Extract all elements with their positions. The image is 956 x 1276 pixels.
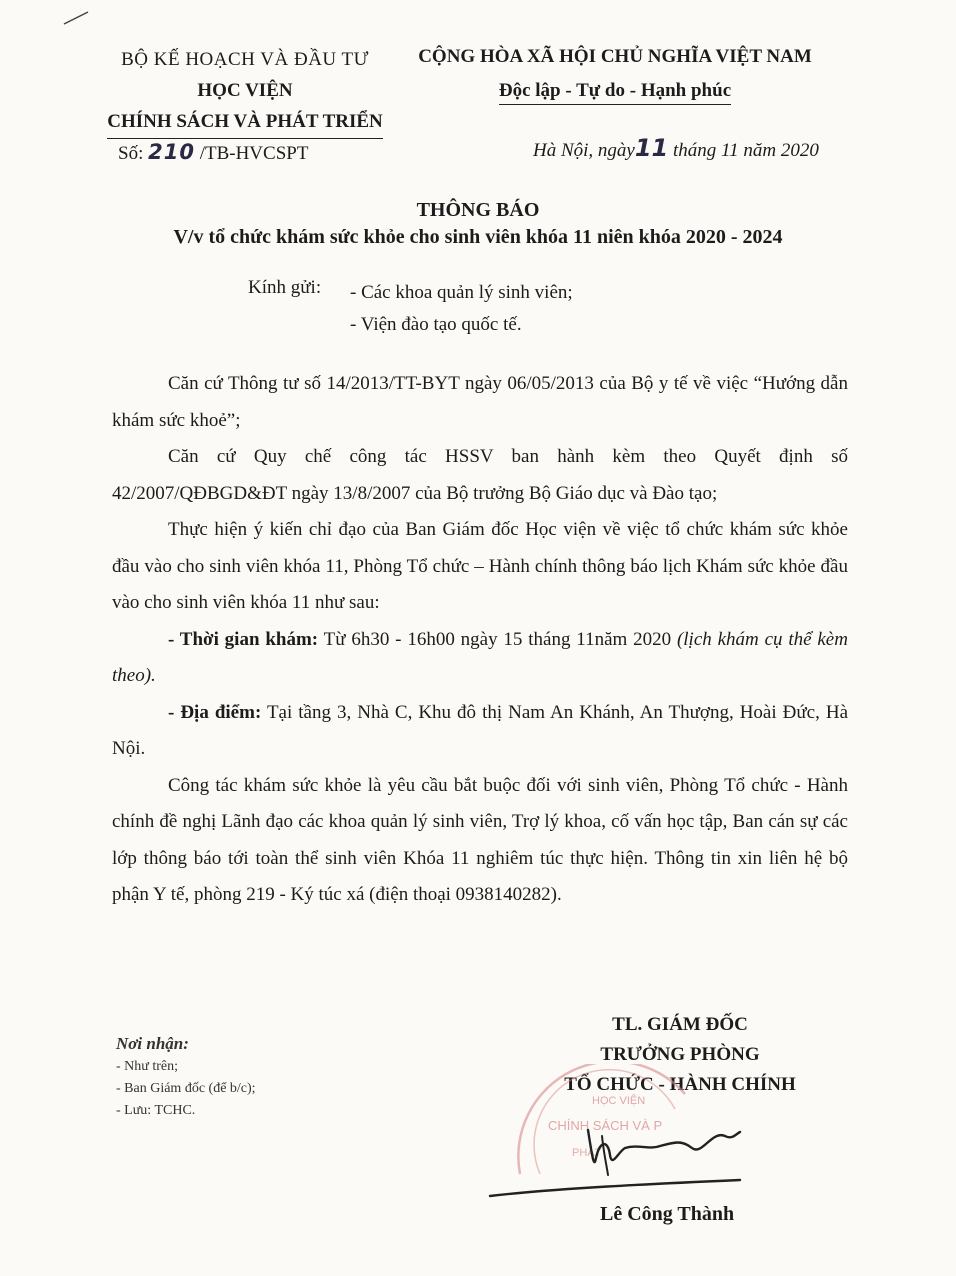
body-paragraph-3: Thực hiện ý kiến chỉ đạo của Ban Giám đốc Học viện về việc tổ chức khám sức khỏe đầu vào cho sinh viên khóa 11, Phòng Tổ chức – Hành chính thông báo lịch Khám sức khỏe đầu vào cho sinh viên khóa 11 như sau: — [112, 519, 848, 613]
recipient-item: - Các khoa quản lý sinh viên; — [350, 282, 573, 303]
issuer-block — [70, 44, 420, 139]
document-title: THÔNG BÁO — [416, 199, 540, 221]
exam-time-value: Từ 6h30 - 16h00 ngày 15 tháng 11năm 2020 — [323, 628, 672, 650]
date-day-handwritten: 11 — [634, 134, 669, 162]
number-prefix: Số: — [118, 143, 144, 164]
number-handwritten: 210 — [148, 140, 195, 164]
distribution-list — [116, 1032, 256, 1122]
institute-name-line1: HỌC VIỆN — [197, 80, 293, 101]
document-subject: V/v tổ chức khám sức khỏe cho sinh viên khóa 11 niên khóa 2020 - 2024 — [173, 226, 783, 248]
date-suffix: tháng 11 năm 2020 — [673, 140, 819, 161]
body-paragraph-1: Căn cứ Thông tư số 14/2013/TT-BYT ngày 06/05/2013 của Bộ y tế về việc “Hướng dẫn khám sức khoẻ”; — [112, 373, 848, 431]
pen-mark-icon — [62, 8, 92, 28]
recipients-label: Kính gửi: — [248, 277, 322, 298]
ministry-name: BỘ KẾ HOẠCH VÀ ĐẦU TƯ — [121, 49, 369, 70]
exam-place — [112, 695, 848, 768]
recipient-item: - Viện đào tạo quốc tế. — [350, 314, 522, 335]
document-body — [112, 366, 848, 914]
nation-name: CỘNG HÒA XÃ HỘI CHỦ NGHĨA VIỆT NAM — [418, 46, 812, 67]
body-paragraph-2: Căn cứ Quy chế công tác HSSV ban hành kèm theo Quyết định số 42/2007/QĐBGD&ĐT ngày 13/8/2007 của Bộ trưởng Bộ Giáo dục và Đào tạo; — [112, 446, 848, 504]
exam-time-note: (lịch khám cụ thể kèm theo). — [112, 628, 848, 686]
exam-time — [112, 622, 848, 695]
document-title-block — [100, 197, 856, 251]
exam-place-label: - Địa điểm: — [168, 701, 262, 723]
national-header — [405, 40, 825, 108]
signer-name: Lê Công Thành — [600, 1203, 735, 1225]
handwritten-signature-icon — [470, 1100, 770, 1210]
body-paragraph-4: Công tác khám sức khỏe là yêu cầu bắt buộc đối với sinh viên, Phòng Tổ chức - Hành chính đề nghị Lãnh đạo các khoa quản lý sinh viên, Trợ lý khoa, cố vấn học tập, Ban cán sự các lớp thông báo tới toàn thể sinh viên Khóa 11 nghiêm túc thực hiện. Thông tin xin liên hệ bộ phận Y tế, phòng 219 - Ký túc xá (điện thoại 0938140282). — [112, 774, 848, 905]
issue-date — [533, 134, 819, 162]
date-prefix: Hà Nội, ngày — [533, 140, 635, 161]
exam-place-value: Tại tầng 3, Nhà C, Khu đô thị Nam An Khánh, An Thượng, Hoài Đức, Hà Nội. — [112, 701, 848, 759]
distribution-heading: Nơi nhận: — [116, 1034, 189, 1053]
distribution-item: - Như trên; — [116, 1059, 179, 1074]
signature-title-line3: TỔ CHỨC - HÀNH CHÍNH — [564, 1074, 796, 1095]
stamp-text-bot: PHÁT — [572, 1147, 602, 1159]
stamp-text-mid: CHÍNH SÁCH VÀ P — [548, 1118, 663, 1133]
document-number — [118, 140, 308, 165]
institute-name-line2: CHÍNH SÁCH VÀ PHÁT TRIỂN — [107, 106, 383, 139]
number-suffix: /TB-HVCSPT — [199, 143, 309, 164]
national-motto: Độc lập - Tự do - Hạnh phúc — [499, 78, 731, 105]
distribution-item: - Ban Giám đốc (để b/c); — [116, 1081, 256, 1096]
exam-time-label: - Thời gian khám: — [168, 628, 319, 650]
distribution-item: - Lưu: TCHC. — [116, 1103, 196, 1118]
stamp-text-top: HỌC VIỆN — [592, 1095, 646, 1107]
signature-title-line1: TL. GIÁM ĐỐC — [612, 1014, 748, 1035]
signature-title-line2: TRƯỞNG PHÒNG — [600, 1044, 760, 1065]
recipients-list — [350, 277, 573, 341]
